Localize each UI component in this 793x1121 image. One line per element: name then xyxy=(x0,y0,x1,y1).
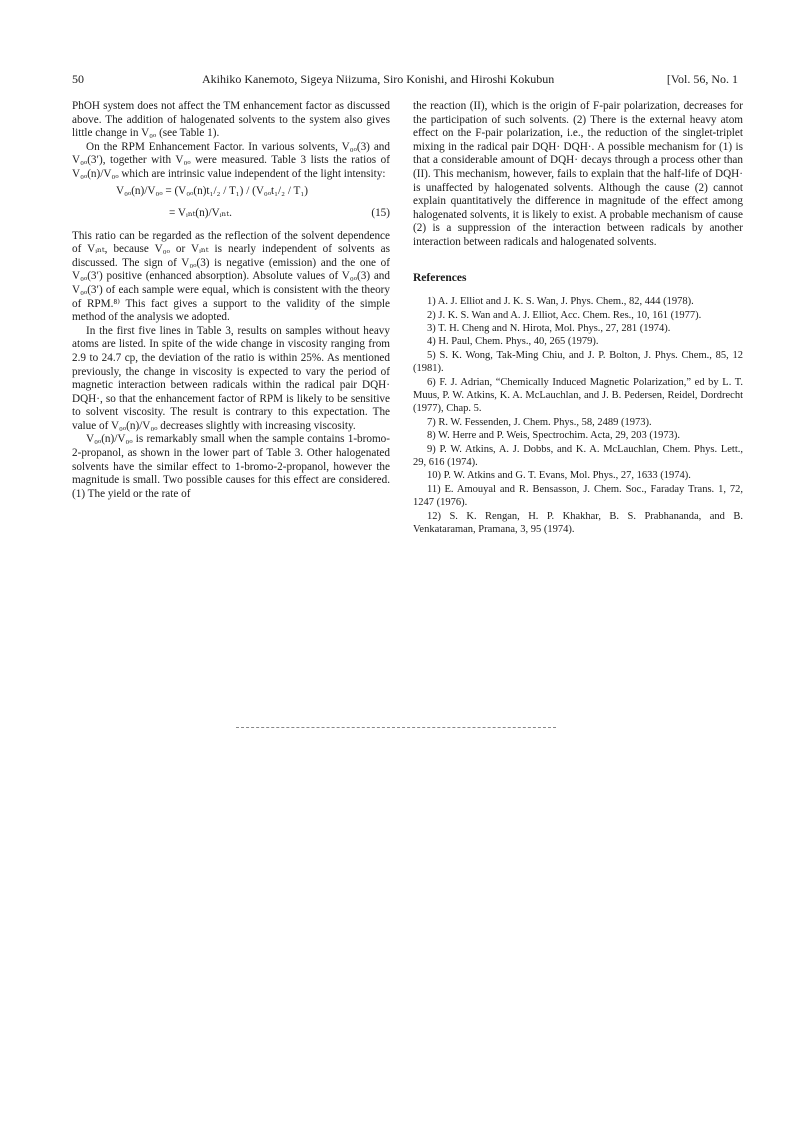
page-number: 50 xyxy=(72,72,84,86)
reference-item: 3) T. H. Cheng and N. Hirota, Mol. Phys., 27, 281 (1974). xyxy=(427,322,671,334)
reference-item: 10) P. W. Atkins and G. T. Evans, Mol. Phys., 27, 1633 (1974). xyxy=(427,470,691,482)
paragraph: the reaction (II), which is the origin of F-pair polarization, decreases for the participation of such solvents. (2) There is the external heavy atom effect on the F-pair polarization, i.e., the reduction of the singlet-triplet mixing in the radical pair DQH· DQH·. A possible mechanism for (1) is that a considerable amount of DQH· decays through a process other than (II). This mechanism, however, fails to explain that the half-life of DQH· is unaffected by halogenated solvents. Although the cause (2) cannot explain quantitatively the difference in magnitude of the effect among halogenated solvents, it is likely to exist. A probable mechanism of cause (2) is a suppression of the interaction between radicals by another interaction between radicals and halogenated solvents. xyxy=(413,100,743,248)
end-rule xyxy=(236,727,556,728)
reference-item: 4) H. Paul, Chem. Phys., 40, 265 (1979). xyxy=(427,336,599,348)
paragraph: In the first five lines in Table 3, results on samples without heavy atoms are listed. In spite of the wide change in viscosity ranging from 2.9 to 24.7 cp, the deviation of the ratio is within 25%. As mentioned previously, the change in viscosity is expected to vary the period of magnetic interaction between radicals within the radical pair DQH· DQH·, so that the enhancement factor of RPM is likely to be sensitive to solvent viscosity. The result is contrary to this expectation. The value of V₀ₒ(n)/V₀ₒ decreases slightly with increasing viscosity. xyxy=(72,324,390,432)
equation-line: = Vᵢₙₜ(n)/Vᵢₙₜ. xyxy=(169,206,232,219)
reference-item: 2) J. K. S. Wan and A. J. Elliot, Acc. Chem. Res., 10, 161 (1977). xyxy=(427,309,702,321)
equation-15 xyxy=(72,184,390,228)
paragraph: V₀ₒ(n)/V₀ₒ is remarkably small when the sample contains 1-bromo-2-propanol, as shown in the lower part of Table 3. Other halogenated solvents have the similar effect to 1-bromo-2-propanol, however the magnitude is small. Two possible causes for this effect are considered. (1) The yield or the rate of xyxy=(72,433,390,500)
reference-item: 7) R. W. Fessenden, J. Chem. Phys., 58, 2489 (1973). xyxy=(427,416,652,428)
equation-line: V₀ₒ(n)/V₀ₒ = (V₀ₒ(n)t₁/₂ / T₁) / (V₀ₒt₁/₂ / T₁) xyxy=(116,184,309,197)
reference-item: 8) W. Herre and P. Weis, Spectrochim. Acta, 29, 203 (1973). xyxy=(427,430,680,442)
paragraph: This ratio can be regarded as the reflection of the solvent dependence of Vᵢₙₜ, because V₀ₒ or Vᵢₙₜ is nearly independent of solvents as discussed. The sign of V₀ₒ(3) is negative (emission) and the one of V₀ₒ(3′) positive (enhanced absorption). Absolute values of V₀ₒ(3) and V₀ₒ(3′) of each sample were equal, which is consistent with the theory of RPM.⁸⁾ This fact gives a support to the validity of the simple method of the analysis we adopted. xyxy=(72,229,390,324)
reference-list xyxy=(413,295,743,536)
reference-item: 9) P. W. Atkins, A. J. Dobbs, and K. A. McLauchlan, Chem. Phys. Lett., 29, 616 (1974). xyxy=(413,443,743,468)
reference-item: 6) F. J. Adrian, “Chemically Induced Magnetic Polarization,” ed by L. T. Muus, P. W. Atkins, K. A. McLauchlan, and J. B. Pedersen, Reidel, Dordrecht (1977), Chap. 5. xyxy=(413,376,743,415)
paragraph: On the RPM Enhancement Factor. In various solvents, V₀ₒ(3) and V₀ₒ(3′), together with V₀ₒ were measured. Table 3 lists the ratios of V₀ₒ(n)/V₀ₒ which are intrinsic value independent of the light intensity: xyxy=(72,140,390,180)
reference-item: 11) E. Amouyal and R. Bensasson, J. Chem. Soc., Faraday Trans. 1, 72, 1247 (1976). xyxy=(413,483,743,509)
running-authors: Akihiko Kanemoto, Sigeya Niizuma, Siro Konishi, and Hiroshi Kokubun xyxy=(202,72,555,86)
page-header xyxy=(72,72,738,88)
reference-item: 1) A. J. Elliot and J. K. S. Wan, J. Phys. Chem., 82, 444 (1978). xyxy=(427,296,694,308)
volume-info: [Vol. 56, No. 1 xyxy=(666,72,738,86)
right-column xyxy=(413,100,743,536)
references-heading: References xyxy=(413,271,467,284)
reference-item: 12) S. K. Rengan, H. P. Khakhar, B. S. Prabhananda, and B. Venkataraman, Pramana, 3, 95 (1974). xyxy=(413,510,743,536)
equation-number: (15) xyxy=(371,206,390,219)
paragraph: PhOH system does not affect the TM enhancement factor as discussed above. The addition of halogenated solvents to the system also gives little change in V₀ₒ (see Table 1). xyxy=(72,100,390,140)
left-column xyxy=(72,100,390,501)
reference-item: 5) S. K. Wong, Tak-Ming Chiu, and J. P. Bolton, J. Phys. Chem., 85, 12 (1981). xyxy=(413,349,743,375)
